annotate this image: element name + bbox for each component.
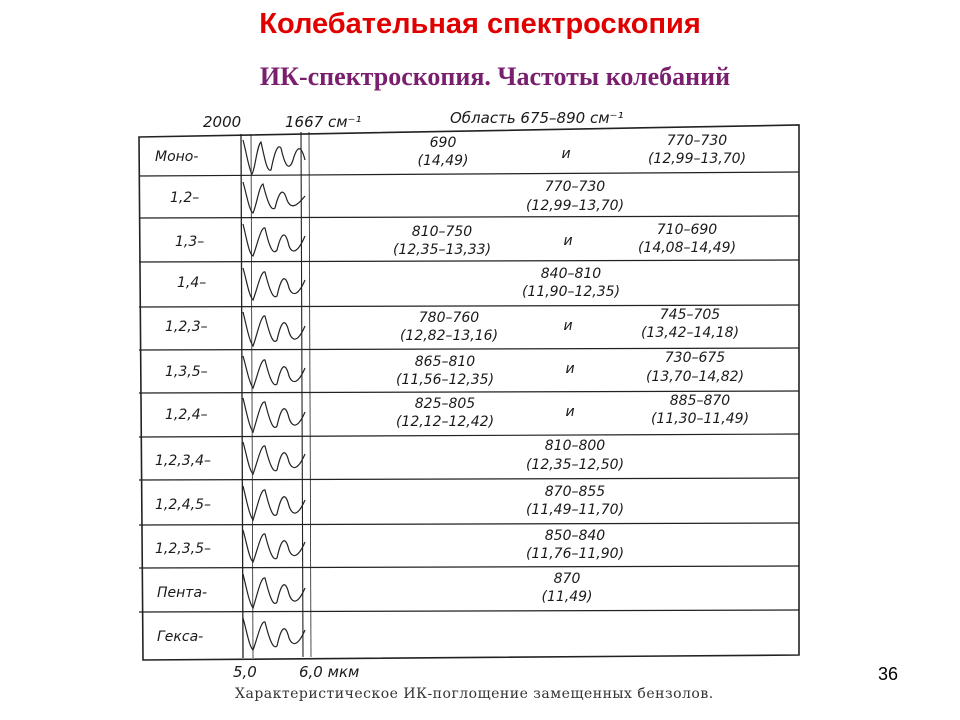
freq-primary: 870–855 xyxy=(544,484,606,500)
freq-secondary-micrometers: (11,30–11,49) xyxy=(650,411,750,427)
slide-title: Колебательная спектроскопия xyxy=(259,8,701,40)
freq-micrometers: (12,12–12,42) xyxy=(395,414,495,430)
row-label: Гекса- xyxy=(157,629,204,645)
freq-primary: 870 xyxy=(553,571,581,587)
conjunction: и xyxy=(563,318,573,334)
freq-primary: 865–810 xyxy=(414,354,476,370)
freq-primary: 825–805 xyxy=(414,396,476,412)
freq-primary: 810–750 xyxy=(411,224,473,240)
freq-secondary: 885–870 xyxy=(669,393,731,409)
freq-secondary-micrometers: (13,70–14,82) xyxy=(645,369,745,385)
row-label: 1,2,4– xyxy=(165,407,208,423)
freq-micrometers: (11,49–11,70) xyxy=(525,502,625,518)
row-label: 1,4– xyxy=(177,275,207,291)
row-label: 1,2,3,4– xyxy=(155,453,211,469)
freq-secondary: 730–675 xyxy=(664,350,726,366)
slide-subtitle: ИК-спектроскопия. Частоты колебаний xyxy=(259,62,731,91)
row-label: 1,3,5– xyxy=(165,364,208,380)
row-label: 1,3– xyxy=(175,234,205,250)
axis-label-6: 6,0 мкм xyxy=(299,663,360,681)
frequency-values xyxy=(393,133,749,605)
freq-micrometers: (11,49) xyxy=(541,589,593,605)
freq-primary: 780–760 xyxy=(418,310,480,326)
header-region: Область 675–890 см⁻¹ xyxy=(450,109,624,127)
freq-secondary: 745–705 xyxy=(659,307,721,323)
freq-micrometers: (12,82–13,16) xyxy=(399,328,499,344)
freq-secondary-micrometers: (12,99–13,70) xyxy=(647,151,747,167)
freq-primary: 690 xyxy=(429,135,457,151)
substitution-pattern-labels xyxy=(155,149,211,645)
conjunction: и xyxy=(565,404,575,420)
freq-secondary: 710–690 xyxy=(656,222,718,238)
freq-primary: 810–800 xyxy=(544,438,606,454)
header-wavenumber-2000: 2000 xyxy=(203,113,242,131)
conjunction: и xyxy=(561,146,571,162)
row-label: 1,2– xyxy=(170,190,200,206)
axis-label-5: 5,0 xyxy=(233,663,257,681)
row-label: Моно- xyxy=(155,149,199,165)
freq-micrometers: (11,56–12,35) xyxy=(395,372,495,388)
row-label: 1,2,4,5– xyxy=(155,497,211,513)
freq-secondary-micrometers: (13,42–14,18) xyxy=(640,325,740,341)
freq-secondary-micrometers: (14,08–14,49) xyxy=(637,240,737,256)
freq-micrometers: (12,35–13,33) xyxy=(392,242,492,258)
freq-primary: 770–730 xyxy=(544,179,606,195)
page-number: 36 xyxy=(877,664,898,684)
conjunction: и xyxy=(563,233,573,249)
freq-secondary: 770–730 xyxy=(666,133,728,149)
ir-absorption-table-figure xyxy=(115,100,810,715)
header-wavenumber-1667: 1667 см⁻¹ xyxy=(285,113,362,131)
freq-micrometers: (11,76–11,90) xyxy=(525,546,625,562)
freq-primary: 850–840 xyxy=(544,528,606,544)
conjunction: и xyxy=(565,361,575,377)
freq-primary: 840–810 xyxy=(540,266,602,282)
freq-micrometers: (11,90–12,35) xyxy=(521,284,621,300)
figure-caption: Характеристическое ИК-поглощение замещенных бензолов. xyxy=(235,686,714,702)
row-label: 1,2,3,5– xyxy=(155,541,211,557)
freq-micrometers: (12,99–13,70) xyxy=(525,198,625,214)
freq-micrometers: (12,35–12,50) xyxy=(525,457,625,473)
row-label: 1,2,3– xyxy=(165,319,208,335)
freq-micrometers: (14,49) xyxy=(417,153,469,169)
row-label: Пента- xyxy=(157,585,208,601)
